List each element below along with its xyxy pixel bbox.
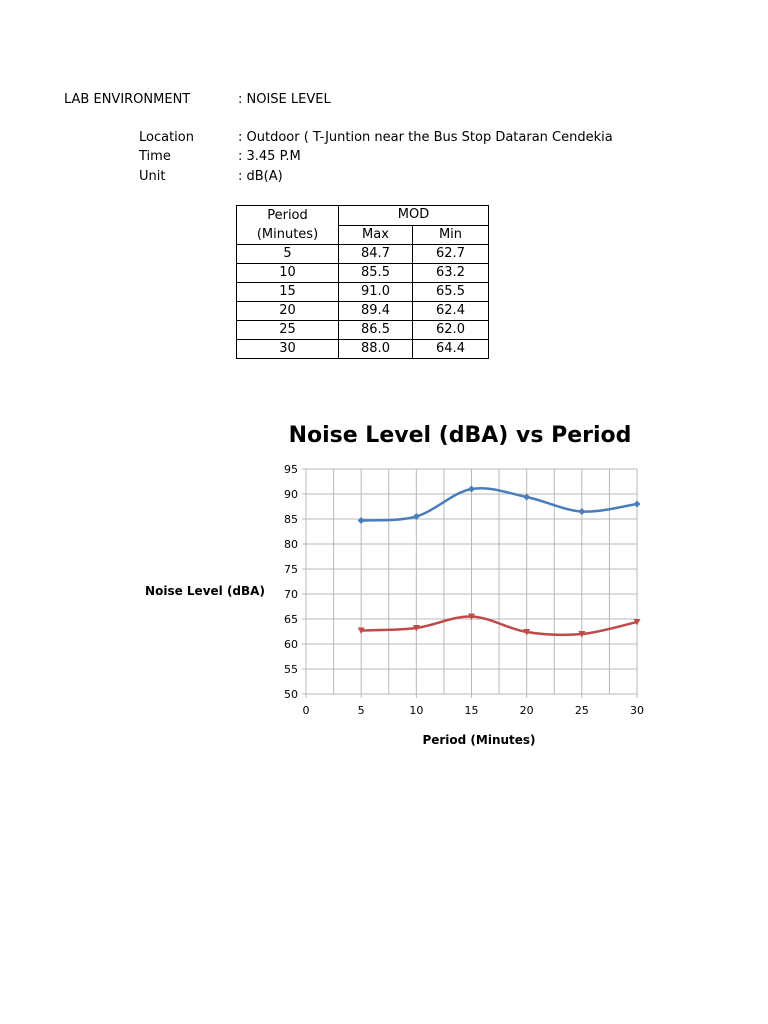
- y-tick-label: 85: [284, 513, 298, 526]
- min-cell: 62.7: [413, 245, 489, 264]
- mod-header: MOD: [339, 206, 489, 226]
- y-tick-label: 70: [284, 588, 298, 601]
- period-header-line2: (Minutes): [256, 227, 319, 242]
- series-0-point: [634, 501, 641, 508]
- period-cell: 30: [237, 340, 339, 359]
- table-header-row: [237, 206, 489, 226]
- min-cell: 64.4: [413, 340, 489, 359]
- period-cell: 20: [237, 302, 339, 321]
- unit-value: : dB(A): [238, 169, 283, 184]
- min-header: Min: [413, 225, 489, 245]
- y-tick-label: 75: [284, 563, 298, 576]
- x-tick-label: 25: [574, 704, 589, 717]
- y-axis-label: Noise Level (dBA): [145, 584, 265, 598]
- period-cell: 15: [237, 283, 339, 302]
- series-0-point: [358, 517, 365, 524]
- min-cell: 62.0: [413, 321, 489, 340]
- period-header: [237, 206, 339, 245]
- chart-title: Noise Level (dBA) vs Period: [288, 423, 632, 448]
- noise-level-chart: [0, 400, 768, 760]
- y-tick-label: 65: [284, 613, 298, 626]
- unit-label: Unit: [139, 169, 166, 184]
- min-cell: 65.5: [413, 283, 489, 302]
- time-label: Time: [139, 149, 171, 164]
- min-cell: 63.2: [413, 264, 489, 283]
- max-cell: 89.4: [339, 302, 413, 321]
- x-tick-label: 15: [464, 704, 479, 717]
- table-row: [237, 321, 489, 340]
- y-tick-label: 60: [284, 638, 298, 651]
- location-value: : Outdoor ( T-Juntion near the Bus Stop Dataran Cendekia: [238, 130, 613, 145]
- lab-environment-value: : NOISE LEVEL: [238, 92, 331, 107]
- x-tick-label: 5: [357, 704, 365, 717]
- time-value: : 3.45 P.M: [238, 149, 301, 164]
- max-cell: 91.0: [339, 283, 413, 302]
- period-cell: 25: [237, 321, 339, 340]
- lab-environment-label: LAB ENVIRONMENT: [64, 92, 191, 107]
- max-cell: 88.0: [339, 340, 413, 359]
- y-tick-label: 95: [284, 463, 298, 476]
- table-row: [237, 245, 489, 264]
- period-cell: 10: [237, 264, 339, 283]
- min-cell: 62.4: [413, 302, 489, 321]
- table-row: [237, 302, 489, 321]
- max-header: Max: [339, 225, 413, 245]
- period-header-line1: Period: [267, 208, 308, 223]
- max-cell: 86.5: [339, 321, 413, 340]
- table-row: [237, 264, 489, 283]
- x-tick-label: 0: [302, 704, 310, 717]
- y-tick-label: 55: [284, 663, 298, 676]
- series-0-point: [523, 494, 530, 501]
- series-0-point: [578, 508, 585, 515]
- y-tick-label: 90: [284, 488, 298, 501]
- x-tick-label: 30: [630, 704, 644, 717]
- x-axis-label: Period (Minutes): [422, 733, 536, 747]
- noise-data-table: [236, 205, 489, 359]
- x-tick-label: 20: [519, 704, 534, 717]
- table-row: [237, 283, 489, 302]
- series-0-point: [468, 486, 475, 493]
- max-cell: 84.7: [339, 245, 413, 264]
- y-tick-label: 80: [284, 538, 298, 551]
- table-row: [237, 340, 489, 359]
- x-tick-label: 10: [409, 704, 424, 717]
- location-label: Location: [139, 130, 194, 145]
- y-tick-label: 50: [284, 688, 298, 701]
- max-cell: 85.5: [339, 264, 413, 283]
- period-cell: 5: [237, 245, 339, 264]
